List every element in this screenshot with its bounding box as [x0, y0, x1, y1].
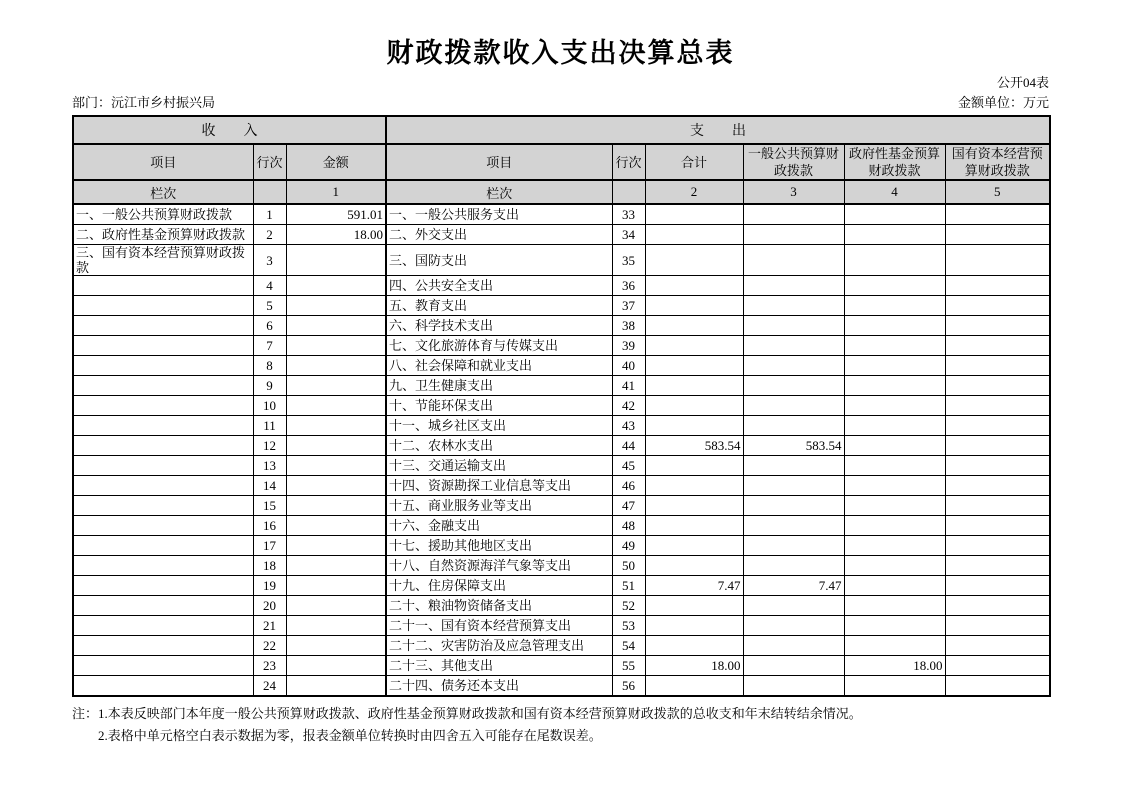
cell-expense-state-capital [945, 676, 1050, 697]
cell-expense-gov-fund [844, 576, 945, 596]
cell-expense-total [645, 245, 743, 276]
cell-income-line: 17 [253, 536, 286, 556]
cell-income-item [73, 436, 253, 456]
cell-expense-total [645, 676, 743, 697]
cell-income-item [73, 296, 253, 316]
cell-expense-total [645, 296, 743, 316]
cell-expense-total [645, 336, 743, 356]
cell-expense-total [645, 396, 743, 416]
cell-expense-general [743, 556, 844, 576]
cell-expense-item: 五、教育支出 [386, 296, 612, 316]
cell-income-item: 二、政府性基金预算财政拨款 [73, 225, 253, 245]
cell-expense-line: 47 [612, 496, 645, 516]
cell-income-item [73, 656, 253, 676]
cell-expense-general [743, 245, 844, 276]
department-label: 部门：沅江市乡村振兴局 [72, 95, 216, 110]
cell-income-amount [286, 576, 386, 596]
cell-income-line: 22 [253, 636, 286, 656]
cell-expense-gov-fund [844, 636, 945, 656]
cell-expense-item: 四、公共安全支出 [386, 276, 612, 296]
cell-expense-gov-fund [844, 225, 945, 245]
fiscal-table [72, 115, 1051, 697]
cell-expense-general [743, 456, 844, 476]
cell-expense-line: 38 [612, 316, 645, 336]
cell-expense-item: 十六、金融支出 [386, 516, 612, 536]
cell-expense-total: 583.54 [645, 436, 743, 456]
col-income-amount: 金额 [286, 144, 386, 180]
cell-expense-total [645, 356, 743, 376]
cell-expense-item: 七、文化旅游体育与传媒支出 [386, 336, 612, 356]
cell-income-amount [286, 476, 386, 496]
col-expense-state-capital: 国有资本经营预算财政拨款 [945, 144, 1050, 180]
cell-income-amount [286, 396, 386, 416]
cell-expense-gov-fund [844, 204, 945, 225]
cell-income-item [73, 476, 253, 496]
cell-expense-gov-fund [844, 396, 945, 416]
cell-expense-item: 二十二、灾害防治及应急管理支出 [386, 636, 612, 656]
note-line-2: 2.表格中单元格空白表示数据为零，报表金额单位转换时由四舍五入可能存在尾数误差。 [98, 728, 602, 743]
table-row [73, 436, 1050, 456]
table-row [73, 316, 1050, 336]
cell-income-amount [286, 656, 386, 676]
cell-expense-general [743, 376, 844, 396]
cell-expense-total [645, 276, 743, 296]
cell-expense-item: 十二、农林水支出 [386, 436, 612, 456]
cell-expense-line: 49 [612, 536, 645, 556]
lanci-row [73, 180, 1050, 204]
cell-expense-item: 三、国防支出 [386, 245, 612, 276]
cell-expense-item: 十四、资源勘探工业信息等支出 [386, 476, 612, 496]
cell-expense-general [743, 276, 844, 296]
lanci-expense-label: 栏次 [386, 180, 612, 204]
cell-income-item [73, 576, 253, 596]
cell-income-line: 18 [253, 556, 286, 576]
table-row [73, 516, 1050, 536]
cell-income-line: 12 [253, 436, 286, 456]
cell-expense-line: 52 [612, 596, 645, 616]
table-row [73, 676, 1050, 697]
table-row [73, 576, 1050, 596]
cell-expense-gov-fund [844, 456, 945, 476]
cell-income-item [73, 556, 253, 576]
cell-expense-line: 42 [612, 396, 645, 416]
cell-expense-state-capital [945, 376, 1050, 396]
cell-expense-total [645, 476, 743, 496]
cell-income-amount [286, 416, 386, 436]
cell-income-line: 1 [253, 204, 286, 225]
cell-expense-state-capital [945, 416, 1050, 436]
cell-expense-item: 二十、粮油物资储备支出 [386, 596, 612, 616]
cell-expense-gov-fund [844, 436, 945, 456]
cell-expense-gov-fund [844, 516, 945, 536]
cell-expense-state-capital [945, 536, 1050, 556]
cell-expense-line: 56 [612, 676, 645, 697]
cell-income-line: 21 [253, 616, 286, 636]
cell-expense-state-capital [945, 476, 1050, 496]
cell-expense-state-capital [945, 456, 1050, 476]
table-row [73, 225, 1050, 245]
cell-expense-total [645, 416, 743, 436]
cell-income-item [73, 516, 253, 536]
cell-income-line: 5 [253, 296, 286, 316]
cell-expense-line: 51 [612, 576, 645, 596]
cell-expense-total [645, 316, 743, 336]
cell-expense-general: 7.47 [743, 576, 844, 596]
cell-income-amount: 591.01 [286, 204, 386, 225]
cell-expense-gov-fund [844, 676, 945, 697]
cell-expense-state-capital [945, 496, 1050, 516]
cell-expense-item: 十一、城乡社区支出 [386, 416, 612, 436]
cell-expense-line: 45 [612, 456, 645, 476]
cell-expense-line: 36 [612, 276, 645, 296]
cell-expense-general [743, 416, 844, 436]
cell-expense-gov-fund [844, 496, 945, 516]
cell-expense-total: 18.00 [645, 656, 743, 676]
cell-expense-item: 十七、援助其他地区支出 [386, 536, 612, 556]
cell-expense-total [645, 496, 743, 516]
cell-expense-gov-fund [844, 296, 945, 316]
cell-expense-item: 十八、自然资源海洋气象等支出 [386, 556, 612, 576]
cell-income-amount [286, 536, 386, 556]
cell-expense-general [743, 316, 844, 336]
cell-expense-general [743, 616, 844, 636]
cell-expense-state-capital [945, 276, 1050, 296]
cell-expense-line: 41 [612, 376, 645, 396]
cell-income-item [73, 536, 253, 556]
cell-expense-item: 十五、商业服务业等支出 [386, 496, 612, 516]
table-row [73, 336, 1050, 356]
cell-income-line: 20 [253, 596, 286, 616]
cell-expense-total [645, 636, 743, 656]
cell-expense-item: 十、节能环保支出 [386, 396, 612, 416]
meta-row [72, 95, 1049, 111]
table-row [73, 556, 1050, 576]
lanci-general-no: 3 [743, 180, 844, 204]
cell-expense-item: 六、科学技术支出 [386, 316, 612, 336]
cell-expense-state-capital [945, 396, 1050, 416]
cell-expense-state-capital [945, 204, 1050, 225]
cell-expense-line: 40 [612, 356, 645, 376]
cell-income-line: 6 [253, 316, 286, 336]
cell-expense-general: 583.54 [743, 436, 844, 456]
table-row [73, 656, 1050, 676]
cell-expense-gov-fund [844, 616, 945, 636]
table-row [73, 536, 1050, 556]
cell-expense-item: 二十三、其他支出 [386, 656, 612, 676]
cell-expense-general [743, 496, 844, 516]
table-row [73, 376, 1050, 396]
cell-expense-gov-fund [844, 416, 945, 436]
cell-expense-general [743, 676, 844, 697]
cell-expense-gov-fund [844, 316, 945, 336]
table-row [73, 636, 1050, 656]
cell-income-item [73, 456, 253, 476]
cell-expense-state-capital [945, 316, 1050, 336]
cell-expense-gov-fund [844, 276, 945, 296]
col-expense-item: 项目 [386, 144, 612, 180]
table-row [73, 356, 1050, 376]
cell-expense-general [743, 225, 844, 245]
cell-expense-line: 39 [612, 336, 645, 356]
cell-expense-line: 48 [612, 516, 645, 536]
cell-income-item [73, 596, 253, 616]
col-expense-total: 合计 [645, 144, 743, 180]
cell-income-line: 19 [253, 576, 286, 596]
cell-income-amount [286, 556, 386, 576]
lanci-total-no: 2 [645, 180, 743, 204]
cell-income-item [73, 316, 253, 336]
cell-expense-state-capital [945, 336, 1050, 356]
cell-expense-state-capital [945, 225, 1050, 245]
cell-expense-line: 35 [612, 245, 645, 276]
cell-income-item [73, 276, 253, 296]
table-row [73, 456, 1050, 476]
page-title: 财政拨款收入支出决算总表 [386, 38, 735, 68]
cell-expense-total [645, 456, 743, 476]
cell-income-item [73, 396, 253, 416]
cell-expense-total [645, 536, 743, 556]
cell-expense-line: 53 [612, 616, 645, 636]
cell-income-amount [286, 616, 386, 636]
cell-expense-general [743, 356, 844, 376]
cell-expense-gov-fund [844, 336, 945, 356]
cell-expense-general [743, 656, 844, 676]
unit-label: 金额单位：万元 [957, 95, 1049, 110]
col-income-line: 行次 [253, 144, 286, 180]
cell-expense-item: 一、一般公共服务支出 [386, 204, 612, 225]
cell-expense-state-capital [945, 616, 1050, 636]
form-code: 公开04表 [996, 75, 1049, 90]
cell-income-line: 24 [253, 676, 286, 697]
cell-expense-state-capital [945, 556, 1050, 576]
cell-income-amount [286, 676, 386, 697]
cell-expense-gov-fund [844, 376, 945, 396]
cell-income-line: 14 [253, 476, 286, 496]
cell-expense-item: 十三、交通运输支出 [386, 456, 612, 476]
cell-income-line: 23 [253, 656, 286, 676]
cell-income-line: 10 [253, 396, 286, 416]
cell-expense-item: 九、卫生健康支出 [386, 376, 612, 396]
cell-income-item [73, 616, 253, 636]
col-expense-gov-fund: 政府性基金预算财政拨款 [844, 144, 945, 180]
cell-expense-line: 43 [612, 416, 645, 436]
cell-income-line: 2 [253, 225, 286, 245]
cell-expense-general [743, 596, 844, 616]
cell-income-item [73, 356, 253, 376]
table-row [73, 396, 1050, 416]
cell-expense-total [645, 204, 743, 225]
cell-income-amount [286, 316, 386, 336]
table-body [73, 204, 1050, 696]
cell-expense-item: 八、社会保障和就业支出 [386, 356, 612, 376]
cell-expense-gov-fund [844, 596, 945, 616]
cell-expense-item: 二、外交支出 [386, 225, 612, 245]
cell-expense-general [743, 516, 844, 536]
lanci-state-capital-no: 5 [945, 180, 1050, 204]
cell-income-amount [286, 276, 386, 296]
report-sheet [72, 0, 1049, 747]
table-row [73, 296, 1050, 316]
cell-expense-gov-fund [844, 245, 945, 276]
cell-income-line: 16 [253, 516, 286, 536]
note-line-1: 注：1.本表反映部门本年度一般公共预算财政拨款、政府性基金预算财政拨款和国有资本经营预算财政拨款的总收支和年末结转结余情况。 [72, 706, 862, 721]
cell-expense-line: 50 [612, 556, 645, 576]
lanci-income-amount-no: 1 [286, 180, 386, 204]
cell-income-amount [286, 456, 386, 476]
cell-income-line: 8 [253, 356, 286, 376]
cell-income-amount [286, 356, 386, 376]
cell-expense-state-capital [945, 576, 1050, 596]
col-expense-line: 行次 [612, 144, 645, 180]
cell-expense-gov-fund [844, 536, 945, 556]
cell-expense-total [645, 556, 743, 576]
cell-expense-line: 34 [612, 225, 645, 245]
cell-income-item [73, 636, 253, 656]
cell-expense-line: 33 [612, 204, 645, 225]
col-expense-general: 一般公共预算财政拨款 [743, 144, 844, 180]
cell-income-amount [286, 596, 386, 616]
cell-expense-item: 十九、住房保障支出 [386, 576, 612, 596]
cell-income-amount [286, 376, 386, 396]
cell-income-item [73, 336, 253, 356]
cell-expense-general [743, 204, 844, 225]
col-income-item: 项目 [73, 144, 253, 180]
cell-expense-state-capital [945, 296, 1050, 316]
cell-expense-general [743, 296, 844, 316]
cell-income-line: 3 [253, 245, 286, 276]
expense-section-header: 支 出 [386, 116, 1050, 144]
cell-income-amount [286, 336, 386, 356]
cell-expense-state-capital [945, 656, 1050, 676]
lanci-income-label: 栏次 [73, 180, 253, 204]
table-row [73, 276, 1050, 296]
cell-income-line: 7 [253, 336, 286, 356]
lanci-gov-fund-no: 4 [844, 180, 945, 204]
table-row [73, 476, 1050, 496]
cell-income-amount: 18.00 [286, 225, 386, 245]
cell-expense-general [743, 396, 844, 416]
cell-expense-gov-fund [844, 476, 945, 496]
table-row [73, 596, 1050, 616]
column-header-row [73, 144, 1050, 180]
cell-expense-total [645, 596, 743, 616]
table-row [73, 245, 1050, 276]
cell-income-amount [286, 296, 386, 316]
cell-expense-line: 46 [612, 476, 645, 496]
cell-expense-gov-fund: 18.00 [844, 656, 945, 676]
cell-income-amount [286, 636, 386, 656]
cell-income-item [73, 676, 253, 697]
section-header-row [73, 116, 1050, 144]
cell-expense-state-capital [945, 596, 1050, 616]
table-row [73, 616, 1050, 636]
notes [72, 703, 1049, 747]
cell-expense-general [743, 476, 844, 496]
lanci-expense-line [612, 180, 645, 204]
cell-income-line: 11 [253, 416, 286, 436]
cell-income-line: 15 [253, 496, 286, 516]
cell-expense-total [645, 225, 743, 245]
cell-income-line: 9 [253, 376, 286, 396]
cell-income-amount [286, 516, 386, 536]
cell-expense-item: 二十四、债务还本支出 [386, 676, 612, 697]
cell-expense-total [645, 376, 743, 396]
lanci-income-line [253, 180, 286, 204]
income-section-header: 收 入 [73, 116, 386, 144]
cell-income-item [73, 376, 253, 396]
cell-expense-total [645, 516, 743, 536]
cell-expense-line: 54 [612, 636, 645, 656]
cell-expense-state-capital [945, 516, 1050, 536]
cell-expense-gov-fund [844, 556, 945, 576]
cell-expense-gov-fund [844, 356, 945, 376]
cell-expense-general [743, 636, 844, 656]
cell-expense-general [743, 536, 844, 556]
cell-expense-general [743, 336, 844, 356]
cell-expense-line: 55 [612, 656, 645, 676]
cell-income-line: 13 [253, 456, 286, 476]
cell-expense-line: 37 [612, 296, 645, 316]
cell-expense-item: 二十一、国有资本经营预算支出 [386, 616, 612, 636]
cell-income-item: 一、一般公共预算财政拨款 [73, 204, 253, 225]
cell-income-amount [286, 245, 386, 276]
cell-expense-state-capital [945, 436, 1050, 456]
table-row [73, 204, 1050, 225]
cell-expense-state-capital [945, 245, 1050, 276]
cell-expense-state-capital [945, 356, 1050, 376]
cell-expense-state-capital [945, 636, 1050, 656]
table-row [73, 496, 1050, 516]
cell-income-item [73, 496, 253, 516]
cell-expense-total [645, 616, 743, 636]
cell-income-amount [286, 496, 386, 516]
cell-income-line: 4 [253, 276, 286, 296]
cell-income-amount [286, 436, 386, 456]
table-row [73, 416, 1050, 436]
cell-expense-line: 44 [612, 436, 645, 456]
cell-expense-total: 7.47 [645, 576, 743, 596]
cell-income-item [73, 416, 253, 436]
cell-income-item: 三、国有资本经营预算财政拨款 [73, 245, 253, 276]
